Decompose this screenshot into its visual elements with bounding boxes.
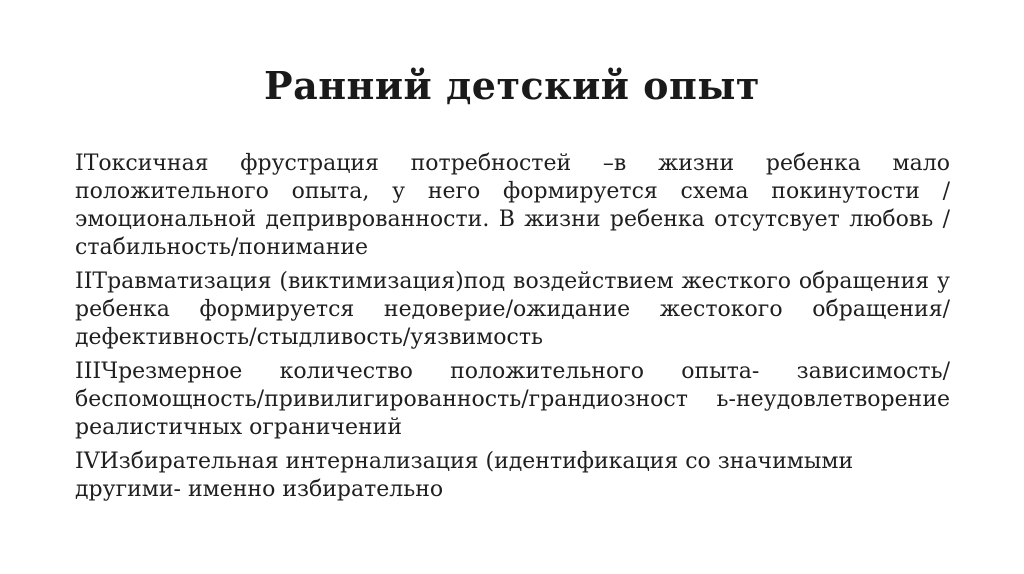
item-text: Избирательная интернализация (идентификация со значимыми другими- именно избирательно xyxy=(75,449,854,502)
item-marker: IV xyxy=(75,449,100,474)
item-marker: II xyxy=(75,269,93,294)
list-item-3 xyxy=(75,358,950,442)
item-text: Травматизация (виктимизация)под воздействием жесткого обращения у ребенка формируется недоверие/ожидание жестокого обращения/дефективность/стыдливость/уязвимость xyxy=(75,269,950,350)
item-marker: III xyxy=(75,359,102,384)
list-item-4 xyxy=(75,448,950,504)
item-marker: I xyxy=(75,151,84,176)
item-text: Чрезмерное количество положительного опыта- зависимость/беспомощность/привилигированность/грандиозност ь-неудовлетворение реалистичных ограничений xyxy=(75,359,950,440)
slide-title: Ранний детский опыт xyxy=(264,63,760,108)
slide-body xyxy=(75,150,950,510)
list-item-1 xyxy=(75,150,950,262)
item-text: Токсичная фрустрация потребностей –в жизни ребенка мало положительного опыта, у него формируется схема покинутости /эмоциональной деприврованности. В жизни ребенка отсутсвует любовь /стабильность/понимание xyxy=(75,151,950,260)
list-item-2 xyxy=(75,268,950,352)
